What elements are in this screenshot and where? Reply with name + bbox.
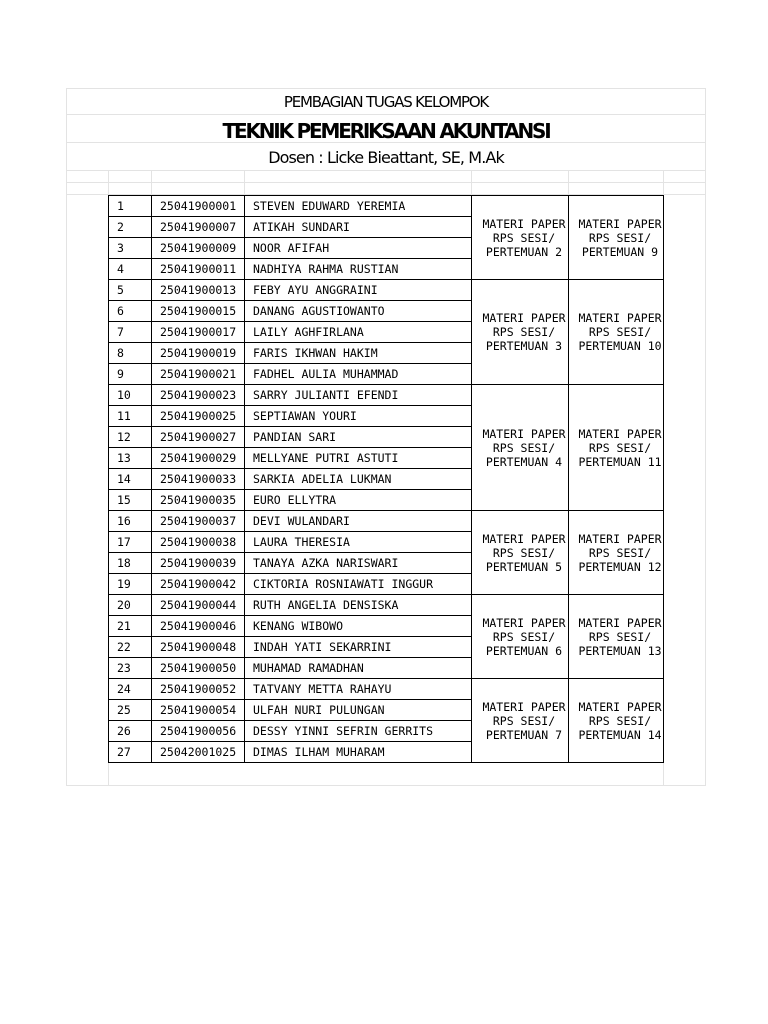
assignment-cell-second bbox=[569, 511, 664, 595]
row-number: 13 bbox=[109, 448, 152, 469]
grid-line bbox=[66, 114, 706, 115]
row-number: 1 bbox=[109, 196, 152, 217]
student-id: 25041900050 bbox=[152, 658, 245, 679]
assignment-line: MATERI PAPER bbox=[482, 615, 566, 630]
student-name: FEBY AYU ANGGRAINI bbox=[245, 280, 472, 301]
assignment-line: PERTEMUAN 3 bbox=[485, 339, 563, 353]
assignment-line: MATERI PAPER bbox=[578, 426, 662, 441]
grid-line bbox=[705, 88, 706, 786]
assignment-line: RPS SESI/ bbox=[588, 713, 652, 728]
student-name: SARRY JULIANTI EFENDI bbox=[245, 385, 472, 406]
row-number: 24 bbox=[109, 679, 152, 700]
assignment-line: PERTEMUAN 14 bbox=[578, 727, 662, 742]
assignment-line: MATERI PAPER bbox=[578, 615, 662, 630]
student-name: LAILY AGHFIRLANA bbox=[245, 322, 472, 343]
student-name: TANAYA AZKA NARISWARI bbox=[245, 553, 472, 574]
table-row bbox=[109, 679, 664, 700]
table-row bbox=[109, 280, 664, 301]
row-number: 15 bbox=[109, 490, 152, 511]
assignment-line: PERTEMUAN 11 bbox=[578, 454, 662, 469]
lecturer-line: Dosen : Licke Bieattant, SE, M.Ak bbox=[268, 148, 504, 167]
assignment-line: PERTEMUAN 9 bbox=[581, 244, 659, 259]
assignment-line: PERTEMUAN 6 bbox=[485, 643, 563, 658]
assignment-line: MATERI PAPER bbox=[482, 216, 566, 231]
assignment-line: PERTEMUAN 13 bbox=[578, 643, 662, 658]
assignment-cell-second bbox=[569, 679, 664, 763]
student-id: 25041900019 bbox=[152, 343, 245, 364]
row-number: 17 bbox=[109, 532, 152, 553]
assignment-line: RPS SESI/ bbox=[588, 545, 652, 560]
assignment-line: PERTEMUAN 2 bbox=[485, 244, 563, 259]
assignment-line: RPS SESI/ bbox=[492, 325, 556, 339]
assignment-cell-first bbox=[472, 595, 569, 679]
student-name: FARIS IKHWAN HAKIM bbox=[245, 343, 472, 364]
student-name: DESSY YINNI SEFRIN GERRITS bbox=[245, 721, 472, 742]
assignment-cell-first bbox=[472, 196, 569, 280]
row-number: 14 bbox=[109, 469, 152, 490]
student-id: 25041900015 bbox=[152, 301, 245, 322]
assignment-line: MATERI PAPER bbox=[482, 311, 566, 325]
student-name: MELLYANE PUTRI ASTUTI bbox=[245, 448, 472, 469]
student-name: STEVEN EDUWARD YEREMIA bbox=[245, 196, 472, 217]
student-id: 25041900056 bbox=[152, 721, 245, 742]
row-number: 22 bbox=[109, 637, 152, 658]
row-number: 27 bbox=[109, 742, 152, 763]
grid-line bbox=[66, 88, 706, 89]
assignment-line: PERTEMUAN 7 bbox=[485, 727, 563, 742]
grid-line bbox=[66, 785, 706, 786]
student-id: 25041900027 bbox=[152, 427, 245, 448]
assignment-line: RPS SESI/ bbox=[588, 325, 652, 339]
student-id: 25041900017 bbox=[152, 322, 245, 343]
assignment-line: MATERI PAPER bbox=[578, 311, 662, 325]
group-assignment-table bbox=[108, 195, 664, 763]
row-number: 16 bbox=[109, 511, 152, 532]
table-row bbox=[109, 196, 664, 217]
student-id: 25041900038 bbox=[152, 532, 245, 553]
grid-line bbox=[66, 182, 706, 183]
table-row bbox=[109, 511, 664, 532]
student-id: 25041900011 bbox=[152, 259, 245, 280]
student-name: NADHIYA RAHMA RUSTIAN bbox=[245, 259, 472, 280]
row-number: 26 bbox=[109, 721, 152, 742]
student-id: 25041900046 bbox=[152, 616, 245, 637]
student-name: LAURA THERESIA bbox=[245, 532, 472, 553]
student-name: KENANG WIBOWO bbox=[245, 616, 472, 637]
student-id: 25041900035 bbox=[152, 490, 245, 511]
assignment-cell-first bbox=[472, 385, 569, 511]
student-id: 25041900029 bbox=[152, 448, 245, 469]
student-id: 25041900001 bbox=[152, 196, 245, 217]
row-number: 6 bbox=[109, 301, 152, 322]
student-name: RUTH ANGELIA DENSISKA bbox=[245, 595, 472, 616]
assignment-line: MATERI PAPER bbox=[482, 699, 566, 714]
student-name: SEPTIAWAN YOURI bbox=[245, 406, 472, 427]
assignment-cell-second bbox=[569, 280, 664, 385]
grid-line bbox=[244, 170, 245, 194]
student-id: 25041900033 bbox=[152, 469, 245, 490]
assignment-cell-first bbox=[472, 280, 569, 385]
student-name: DEVI WULANDARI bbox=[245, 511, 472, 532]
student-name: ULFAH NURI PULUNGAN bbox=[245, 700, 472, 721]
student-name: EURO ELLYTRA bbox=[245, 490, 472, 511]
table-row bbox=[109, 595, 664, 616]
grid-line bbox=[66, 88, 67, 786]
assignment-cell-second bbox=[569, 385, 664, 511]
row-number: 11 bbox=[109, 406, 152, 427]
row-number: 10 bbox=[109, 385, 152, 406]
row-number: 3 bbox=[109, 238, 152, 259]
student-id: 25041900025 bbox=[152, 406, 245, 427]
student-name: INDAH YATI SEKARRINI bbox=[245, 637, 472, 658]
row-number: 5 bbox=[109, 280, 152, 301]
row-number: 23 bbox=[109, 658, 152, 679]
assignment-line: RPS SESI/ bbox=[492, 545, 556, 560]
assignment-line: RPS SESI/ bbox=[588, 629, 652, 644]
assignment-line: MATERI PAPER bbox=[482, 531, 566, 546]
assignment-line: RPS SESI/ bbox=[492, 230, 556, 245]
student-id: 25041900054 bbox=[152, 700, 245, 721]
row-number: 19 bbox=[109, 574, 152, 595]
student-id: 25041900023 bbox=[152, 385, 245, 406]
table-body bbox=[109, 196, 664, 763]
student-name: NOOR AFIFAH bbox=[245, 238, 472, 259]
student-name: CIKTORIA ROSNIAWATI INGGUR bbox=[245, 574, 472, 595]
student-name: MUHAMAD RAMADHAN bbox=[245, 658, 472, 679]
assignment-line: PERTEMUAN 10 bbox=[578, 339, 662, 353]
student-name: ATIKAH SUNDARI bbox=[245, 217, 472, 238]
assignment-line: RPS SESI/ bbox=[492, 440, 556, 455]
student-id: 25041900044 bbox=[152, 595, 245, 616]
row-number: 20 bbox=[109, 595, 152, 616]
assignment-line: MATERI PAPER bbox=[578, 531, 662, 546]
row-number: 7 bbox=[109, 322, 152, 343]
assignment-line: PERTEMUAN 4 bbox=[485, 454, 563, 469]
student-id: 25041900007 bbox=[152, 217, 245, 238]
table-row bbox=[109, 385, 664, 406]
row-number: 2 bbox=[109, 217, 152, 238]
grid-line bbox=[568, 170, 569, 194]
student-name: DIMAS ILHAM MUHARAM bbox=[245, 742, 472, 763]
student-id: 25041900013 bbox=[152, 280, 245, 301]
student-name: DANANG AGUSTIOWANTO bbox=[245, 301, 472, 322]
student-name: TATVANY METTA RAHAYU bbox=[245, 679, 472, 700]
assignment-line: RPS SESI/ bbox=[588, 440, 652, 455]
assignment-line: PERTEMUAN 5 bbox=[485, 559, 563, 574]
student-id: 25041900021 bbox=[152, 364, 245, 385]
student-id: 25042001025 bbox=[152, 742, 245, 763]
assignment-line: MATERI PAPER bbox=[482, 426, 566, 441]
row-number: 21 bbox=[109, 616, 152, 637]
student-name: PANDIAN SARI bbox=[245, 427, 472, 448]
student-id: 25041900037 bbox=[152, 511, 245, 532]
assignment-line: MATERI PAPER bbox=[578, 216, 662, 231]
student-id: 25041900009 bbox=[152, 238, 245, 259]
assignment-line: PERTEMUAN 12 bbox=[578, 559, 662, 574]
grid-line bbox=[151, 170, 152, 194]
assignment-cell-second bbox=[569, 595, 664, 679]
doc-heading: PEMBAGIAN TUGAS KELOMPOK bbox=[283, 93, 489, 111]
row-number: 18 bbox=[109, 553, 152, 574]
student-id: 25041900039 bbox=[152, 553, 245, 574]
student-id: 25041900052 bbox=[152, 679, 245, 700]
assignment-cell-second bbox=[569, 196, 664, 280]
assignment-cell-first bbox=[472, 511, 569, 595]
student-name: SARKIA ADELIA LUKMAN bbox=[245, 469, 472, 490]
row-number: 12 bbox=[109, 427, 152, 448]
student-id: 25041900042 bbox=[152, 574, 245, 595]
student-id: 25041900048 bbox=[152, 637, 245, 658]
row-number: 8 bbox=[109, 343, 152, 364]
row-number: 25 bbox=[109, 700, 152, 721]
assignment-line: RPS SESI/ bbox=[588, 230, 652, 245]
assignment-line: RPS SESI/ bbox=[492, 629, 556, 644]
student-name: FADHEL AULIA MUHAMMAD bbox=[245, 364, 472, 385]
grid-line bbox=[471, 170, 472, 194]
course-title: TEKNIK PEMERIKSAAN AKUNTANSI bbox=[222, 119, 550, 143]
assignment-cell-first bbox=[472, 679, 569, 763]
assignment-line: RPS SESI/ bbox=[492, 713, 556, 728]
assignment-line: MATERI PAPER bbox=[578, 699, 662, 714]
row-number: 9 bbox=[109, 364, 152, 385]
row-number: 4 bbox=[109, 259, 152, 280]
